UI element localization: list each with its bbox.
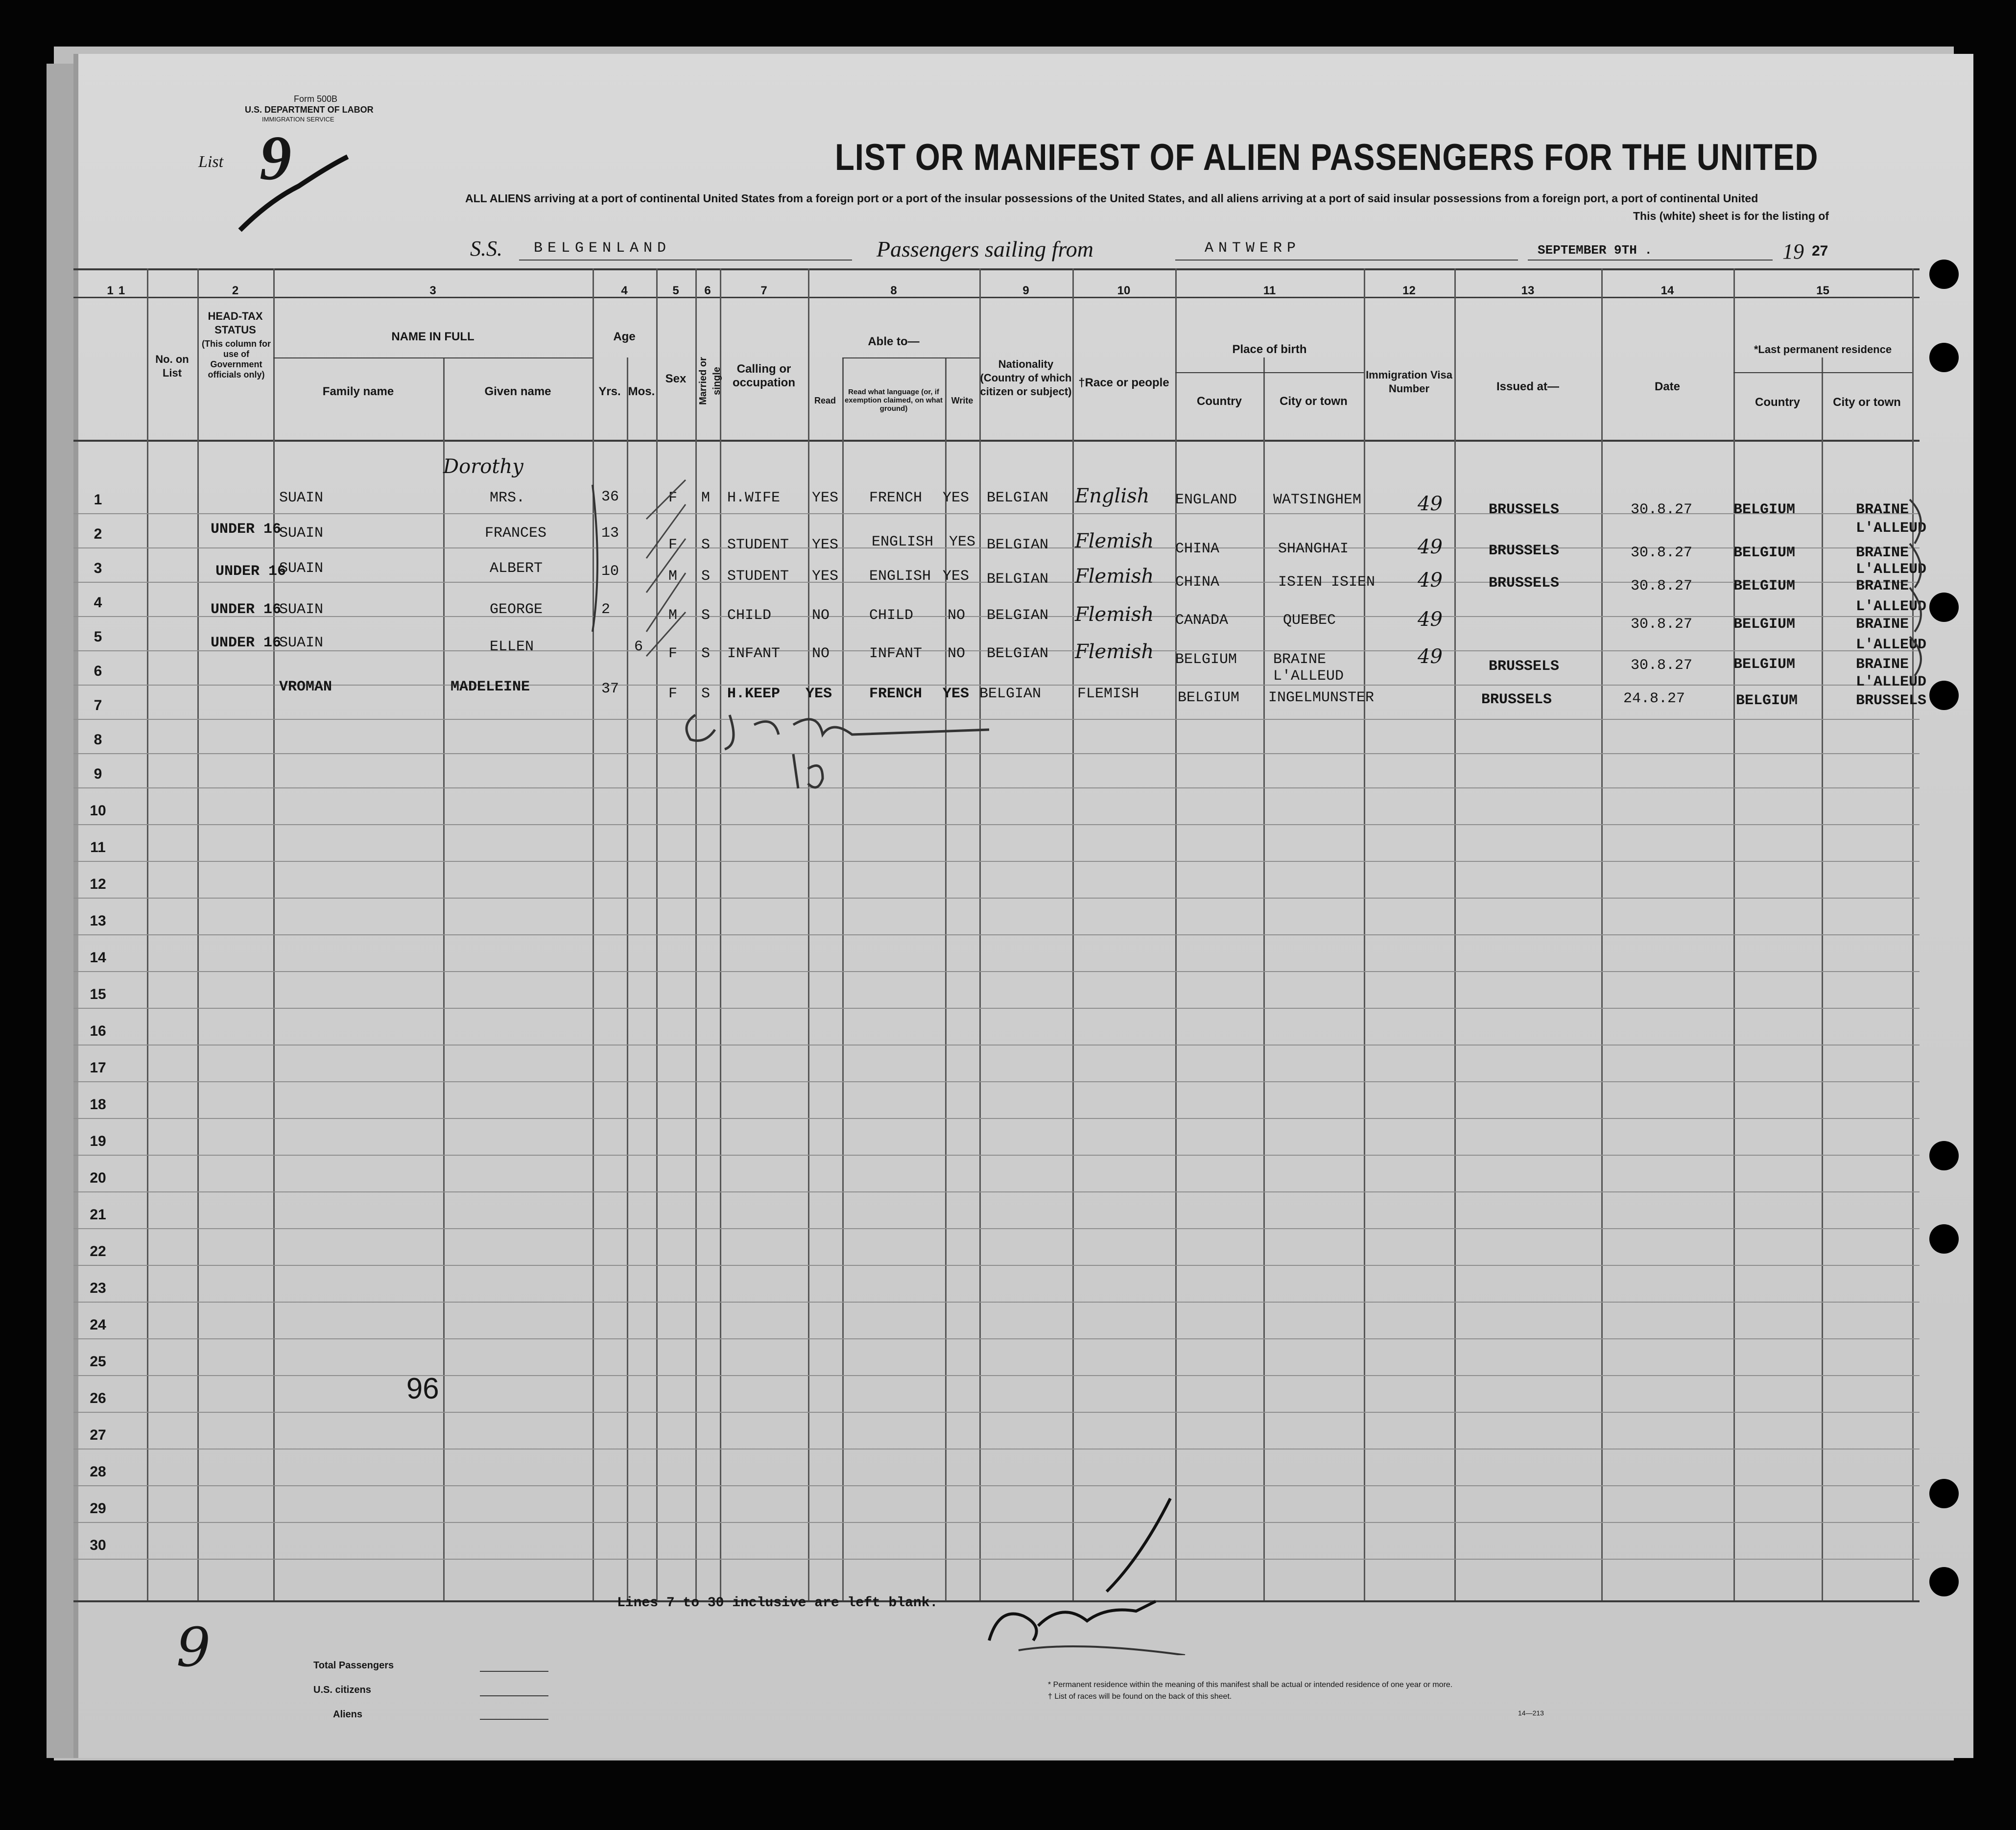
subheader-rule xyxy=(842,357,979,358)
colnum-3-text: 3 xyxy=(429,284,436,297)
birth-country-cell: CANADA xyxy=(1175,612,1229,629)
birth-city-cell: SHANGHAI xyxy=(1278,541,1349,557)
colnum-15 xyxy=(1733,284,1912,298)
row-number: 30 xyxy=(90,1537,106,1553)
write-cell: YES xyxy=(943,686,970,702)
binder-hole xyxy=(1929,681,1959,710)
married-cell: S xyxy=(701,568,711,585)
binder-hole xyxy=(1929,1141,1959,1170)
colnum-3 xyxy=(273,284,593,298)
given-name-cell: GEORGE xyxy=(490,601,543,618)
res-city-cell-2: BRAINE xyxy=(1856,578,1909,594)
age-years-cell: 37 xyxy=(601,681,619,697)
form-number: Form 500B xyxy=(294,94,338,104)
head-tax-cell: UNDER 16 xyxy=(211,601,282,618)
calling-cell: H.WIFE xyxy=(727,490,781,506)
row-rule xyxy=(73,1081,1920,1082)
race-cell: Flemish xyxy=(1075,565,1154,588)
issued-cell: BRUSSELS xyxy=(1489,501,1560,518)
header-last-residence: *Last permanent residence xyxy=(1754,343,1892,356)
age-months-cell: 6 xyxy=(634,639,643,655)
row-number: 6 xyxy=(94,663,102,679)
row-number: 21 xyxy=(90,1207,106,1223)
header-visa: Immigration Visa Number xyxy=(1366,369,1452,395)
given-name-cell: MRS. xyxy=(490,490,525,506)
row-number: 10 xyxy=(90,803,106,819)
nationality-cell: BELGIAN xyxy=(987,490,1049,506)
sailing-label: Passengers sailing from xyxy=(877,237,1093,261)
colnum-14 xyxy=(1601,284,1733,298)
ship-underline xyxy=(519,260,852,261)
binder-hole xyxy=(1929,593,1959,622)
row-rule xyxy=(73,1008,1920,1009)
footnote-races: † List of races will be found on the back of this sheet. xyxy=(1048,1692,1232,1701)
sailing-date: SEPTEMBER 9TH . xyxy=(1538,243,1653,258)
family-name-cell: SUAIN xyxy=(279,601,324,618)
birth-city-cell: QUEBEC xyxy=(1283,612,1336,629)
given-name-handwritten: Dorothy xyxy=(443,455,523,478)
race-cell: Flemish xyxy=(1075,603,1154,626)
subheader-rule xyxy=(1733,372,1912,373)
read-cell: NO xyxy=(812,645,830,662)
colnum-2-text: 2 xyxy=(232,284,239,297)
col-line xyxy=(443,357,445,1600)
row-number: 27 xyxy=(90,1427,106,1443)
row-number: 5 xyxy=(94,629,102,645)
year-prefix: 19 xyxy=(1782,239,1804,263)
res-country-cell: BELGIUM xyxy=(1733,616,1796,633)
header-read: Read xyxy=(814,396,836,405)
header-issued-at: Issued at— xyxy=(1496,380,1560,393)
table-top-rule xyxy=(73,268,1920,270)
row-number: 28 xyxy=(90,1464,106,1480)
write-cell: YES xyxy=(943,490,970,506)
row-number: 17 xyxy=(90,1060,106,1076)
subtitle-line-2: This (white) sheet is for the listing of xyxy=(1633,210,1829,222)
colnum-5 xyxy=(656,284,695,298)
header-birth-country: Country xyxy=(1197,395,1242,408)
birth-city-cell: WATSINGHEM xyxy=(1273,492,1362,508)
department-label: U.S. DEPARTMENT OF LABOR xyxy=(245,105,374,115)
birth-country-cell: ENGLAND xyxy=(1175,492,1237,508)
language-cell: FRENCH xyxy=(869,686,923,702)
write-cell: NO xyxy=(948,645,966,662)
res-city-cell: L'ALLEUD xyxy=(1856,520,1927,537)
header-date: Date xyxy=(1654,380,1681,393)
row-rule xyxy=(73,1338,1920,1339)
footnote-residence: * Permanent residence within the meaning of this manifest shall be actual or intended residence of one year or more. xyxy=(1048,1681,1453,1689)
given-name-cell: FRANCES xyxy=(485,525,547,542)
row-number: 20 xyxy=(90,1170,106,1186)
ship-name: BELGENLAND xyxy=(534,240,671,257)
row-rule xyxy=(73,934,1920,935)
date-cell: 24.8.27 xyxy=(1623,690,1685,707)
row-number: 23 xyxy=(90,1280,106,1296)
header-sex: Sex xyxy=(665,372,687,385)
header-age: Age xyxy=(613,330,636,343)
row-rule xyxy=(73,861,1920,862)
blank-lines-note: Lines 7 to 30 inclusive are left blank. xyxy=(617,1595,938,1611)
res-city-cell-2: BRAINE xyxy=(1856,656,1909,673)
header-head-tax: HEAD-TAX STATUS xyxy=(208,310,263,336)
race-cell: Flemish xyxy=(1075,641,1154,663)
colnum-10 xyxy=(1072,284,1175,298)
colnum-1b xyxy=(73,284,147,298)
colnum-9-text: 9 xyxy=(1022,284,1029,297)
list-number-flourish xyxy=(230,137,357,245)
res-city-cell: L'ALLEUD xyxy=(1856,561,1927,578)
margin-number: 9 xyxy=(176,1616,211,1679)
visa-cell: 49 xyxy=(1418,569,1443,592)
res-country-cell: BELGIUM xyxy=(1733,545,1796,561)
issued-cell: BRUSSELS xyxy=(1489,575,1560,592)
res-city-cell-2: BRAINE xyxy=(1856,545,1909,561)
header-write: Write xyxy=(951,396,973,405)
row-number: 26 xyxy=(90,1390,106,1406)
age-years-cell: 2 xyxy=(601,601,611,618)
colnum-2 xyxy=(197,284,273,298)
header-given-name: Given name xyxy=(484,385,551,398)
given-name-cell: ALBERT xyxy=(490,560,543,577)
port-underline xyxy=(1175,260,1518,261)
row-rule xyxy=(73,1375,1920,1376)
colnum-15-text: 15 xyxy=(1816,284,1829,297)
row-number: 15 xyxy=(90,986,106,1002)
given-name-cell: MADELEINE xyxy=(451,679,530,695)
header-res-city: City or town xyxy=(1833,396,1901,409)
colnum-1: 1 xyxy=(118,284,125,297)
sex-cell: F xyxy=(668,537,678,553)
col-line xyxy=(945,357,947,1600)
row-number: 3 xyxy=(94,560,102,576)
row-number: 16 xyxy=(90,1023,106,1039)
married-cell: S xyxy=(701,537,711,553)
header-married: Married or single xyxy=(698,357,722,405)
head-tax-cell: UNDER 16 xyxy=(211,635,282,651)
citizens-line xyxy=(480,1695,548,1696)
language-cell: ENGLISH xyxy=(869,568,931,585)
colnum-13-text: 13 xyxy=(1521,284,1535,297)
family-name-cell: SUAIN xyxy=(279,560,324,577)
calling-cell: STUDENT xyxy=(727,537,789,553)
head-tax-cell: UNDER 16 xyxy=(215,563,286,580)
header-bottom-rule xyxy=(73,440,1920,442)
nationality-cell: BELGIAN xyxy=(987,537,1049,553)
res-city-cell-3: L'ALLEUD xyxy=(1856,674,1927,690)
family-name-cell: SUAIN xyxy=(279,635,324,651)
birth-country-extra: BELGIUM xyxy=(1175,651,1237,668)
res-city-cell-2: BRAINE xyxy=(1856,616,1909,633)
row-number: 11 xyxy=(90,839,106,856)
binder-hole xyxy=(1929,1567,1959,1596)
row-rule xyxy=(73,1118,1920,1119)
page-title: LIST OR MANIFEST OF ALIEN PASSENGERS FOR THE UNITED xyxy=(835,137,1819,178)
binder-hole xyxy=(1929,343,1959,372)
sex-cell: M xyxy=(668,607,678,624)
row-number: 22 xyxy=(90,1243,106,1260)
calling-cell: STUDENT xyxy=(727,568,789,585)
nationality-cell: BELGIAN xyxy=(987,645,1049,662)
issued-cell: BRUSSELS xyxy=(1489,543,1560,559)
colnum-10-text: 10 xyxy=(1117,284,1131,297)
write-cell: NO xyxy=(948,607,966,624)
visa-cell: 49 xyxy=(1418,536,1443,558)
date-cell: 30.8.27 xyxy=(1631,657,1693,674)
row-rule xyxy=(73,824,1920,825)
header-yrs: Yrs. xyxy=(598,385,621,398)
date-cell: 30.8.27 xyxy=(1631,578,1693,594)
row-number: 24 xyxy=(90,1317,106,1333)
form-code: 14—213 xyxy=(1518,1709,1544,1717)
stamp-number: 96 xyxy=(406,1372,439,1404)
header-head-tax-note: (This column for use of Government officials only) xyxy=(202,339,271,380)
married-cell: S xyxy=(701,686,711,702)
header-calling: Calling or occupation xyxy=(732,362,795,389)
header-res-country: Country xyxy=(1755,396,1800,409)
subtitle-line-1: ALL ALIENS arriving at a port of continental United States from a foreign port or a port of the insular possessions of the United States, and all aliens arriving at a port of said insular possessions from a foreign port, a port of continental United xyxy=(465,192,1758,205)
issued-cell: BRUSSELS xyxy=(1481,691,1552,708)
colnum-11-text: 11 xyxy=(1263,284,1276,297)
date-cell: 30.8.27 xyxy=(1631,501,1693,518)
colnum-1-text: 1 xyxy=(107,284,114,297)
read-cell: NO xyxy=(812,607,830,624)
subheader-rule xyxy=(1175,372,1364,373)
row-number: 1 xyxy=(94,492,102,508)
race-cell: English xyxy=(1075,485,1150,507)
colnum-12-text: 12 xyxy=(1402,284,1416,297)
read-cell: YES xyxy=(812,490,839,506)
header-read-language: Read what language (or, if exemption claimed, on what ground) xyxy=(844,388,943,413)
row-rule xyxy=(73,898,1920,899)
row-number: 18 xyxy=(90,1096,106,1113)
header-nationality: Nationality (Country of which citizen or subject) xyxy=(980,358,1072,398)
res-city-cell: L'ALLEUD xyxy=(1856,637,1927,653)
nationality-cell: BELGIAN xyxy=(979,686,1042,702)
colnum-9 xyxy=(979,284,1072,298)
row-rule xyxy=(73,1265,1920,1266)
list-label: List xyxy=(198,153,224,171)
header-birth-city: City or town xyxy=(1280,395,1348,408)
colnum-7 xyxy=(720,284,808,298)
subheader-rule xyxy=(273,357,593,358)
row-rule xyxy=(73,1449,1920,1450)
colnum-11 xyxy=(1175,284,1364,298)
language-cell: ENGLISH xyxy=(872,534,934,550)
age-years-cell: 36 xyxy=(601,489,619,505)
row-number: 4 xyxy=(94,594,102,611)
birth-country-cell: CHINA xyxy=(1175,574,1220,591)
family-name-cell: SUAIN xyxy=(279,490,324,506)
write-cell: YES xyxy=(949,534,976,550)
language-cell: FRENCH xyxy=(869,490,923,506)
row-number: 13 xyxy=(90,913,106,929)
row-number: 7 xyxy=(94,697,102,713)
header-mos: Mos. xyxy=(628,385,655,398)
sex-cell: M xyxy=(668,568,678,585)
res-country-cell: BELGIUM xyxy=(1733,578,1796,594)
header-race: †Race or people xyxy=(1078,376,1169,389)
birth-country-cell: CHINA xyxy=(1175,541,1220,557)
age-years-cell: 13 xyxy=(601,525,619,542)
visa-cell: 49 xyxy=(1418,608,1443,631)
row-number: 25 xyxy=(90,1354,106,1370)
row-rule xyxy=(73,1155,1920,1156)
colnum-12 xyxy=(1364,284,1454,298)
row-rule xyxy=(73,1412,1920,1413)
res-country-cell: BELGIUM xyxy=(1733,656,1796,673)
date-cell: 30.8.27 xyxy=(1631,616,1693,633)
res-country-cell: BELGIUM xyxy=(1733,501,1796,518)
race-cell: FLEMISH xyxy=(1077,686,1139,702)
calling-cell: INFANT xyxy=(727,645,781,662)
race-cell: Flemish xyxy=(1075,530,1154,552)
aliens-label: Aliens xyxy=(333,1709,363,1720)
row-rule xyxy=(73,1302,1920,1303)
header-able-to: Able to— xyxy=(868,335,920,348)
aliens-line xyxy=(480,1719,548,1720)
married-cell: S xyxy=(701,607,711,624)
col-line xyxy=(1263,357,1265,1600)
row-number: 12 xyxy=(90,876,106,892)
colnum-5-text: 5 xyxy=(672,284,679,297)
visa-cell: 49 xyxy=(1418,493,1443,515)
list-number: 9 xyxy=(260,123,291,193)
visa-cell: 49 xyxy=(1418,645,1443,668)
row-number: 19 xyxy=(90,1133,106,1149)
colnum-14-text: 14 xyxy=(1660,284,1674,297)
read-cell: YES xyxy=(806,686,832,702)
colnum-8-text: 8 xyxy=(890,284,897,297)
colnum-6-text: 6 xyxy=(704,284,711,297)
sex-cell: F xyxy=(668,645,678,662)
binder-hole xyxy=(1929,1224,1959,1254)
read-cell: YES xyxy=(812,568,839,585)
language-cell: INFANT xyxy=(869,645,923,662)
total-line xyxy=(480,1671,548,1672)
row-number: 9 xyxy=(94,766,102,782)
row-number: 8 xyxy=(94,732,102,748)
us-citizens-label: U.S. citizens xyxy=(313,1685,371,1695)
date-cell: 30.8.27 xyxy=(1631,545,1693,561)
header-name-in-full: NAME IN FULL xyxy=(391,330,474,343)
calling-cell: H.KEEP xyxy=(727,686,781,702)
row-number: 29 xyxy=(90,1500,106,1517)
res-city-cell: L'ALLEUD xyxy=(1856,598,1927,615)
header-family-name: Family name xyxy=(322,385,394,398)
header-no-on-list: No. on List xyxy=(155,353,189,379)
birth-city-extra: BRAINE L'ALLEUD xyxy=(1273,651,1344,685)
nationality-cell: BELGIAN xyxy=(987,571,1049,588)
ship-label: S.S. xyxy=(470,237,502,261)
row-rule xyxy=(73,971,1920,972)
language-cell: CHILD xyxy=(869,607,914,624)
sex-cell: F xyxy=(668,490,678,506)
colnum-6 xyxy=(695,284,720,298)
colnum-8 xyxy=(808,284,979,298)
family-name-cell: SUAIN xyxy=(279,525,324,542)
colnum-4-text: 4 xyxy=(621,284,628,297)
colnum-4 xyxy=(593,284,656,298)
married-cell: M xyxy=(701,490,711,506)
res-country-cell: BELGIUM xyxy=(1736,692,1798,709)
res-city-cell: BRAINE xyxy=(1856,501,1909,518)
nationality-cell: BELGIAN xyxy=(987,607,1049,624)
birth-city-cell: ISIEN ISIEN xyxy=(1278,574,1376,591)
row-number: 14 xyxy=(90,950,106,966)
binder-hole xyxy=(1929,1479,1959,1508)
year-suffix: 27 xyxy=(1812,243,1828,259)
married-cell: S xyxy=(701,645,711,662)
write-cell: YES xyxy=(943,568,970,585)
sex-cell: F xyxy=(668,686,678,702)
colnum-7-text: 7 xyxy=(760,284,767,297)
signature xyxy=(979,1479,1224,1655)
row-rule xyxy=(73,1228,1920,1229)
birth-country-cell: BELGIUM xyxy=(1178,689,1240,706)
service-label: IMMIGRATION SERVICE xyxy=(262,116,334,123)
read-cell: YES xyxy=(812,537,839,553)
handwritten-scribble xyxy=(676,695,999,803)
port-name: ANTWERP xyxy=(1205,240,1301,257)
col-line xyxy=(1822,357,1823,1600)
family-name-cell: VROMAN xyxy=(279,679,332,695)
header-place-of-birth: Place of birth xyxy=(1232,343,1307,356)
check-marks xyxy=(588,470,735,705)
date-underline xyxy=(1528,260,1773,261)
row-number: 2 xyxy=(94,526,102,542)
birth-city-cell: INGELMUNSTER xyxy=(1268,689,1375,706)
row-rule xyxy=(73,1191,1920,1192)
total-passengers-label: Total Passengers xyxy=(313,1660,394,1671)
issued-cell: BRUSSELS xyxy=(1489,658,1560,675)
given-name-cell: ELLEN xyxy=(490,639,534,655)
row-rule xyxy=(73,1045,1920,1046)
age-years-cell: 10 xyxy=(601,563,619,580)
res-city-cell: BRUSSELS xyxy=(1856,692,1927,709)
head-tax-cell: UNDER 16 xyxy=(211,521,282,538)
binder-hole xyxy=(1929,260,1959,289)
col-line xyxy=(842,357,844,1600)
colnum-13 xyxy=(1454,284,1601,298)
calling-cell: CHILD xyxy=(727,607,772,624)
